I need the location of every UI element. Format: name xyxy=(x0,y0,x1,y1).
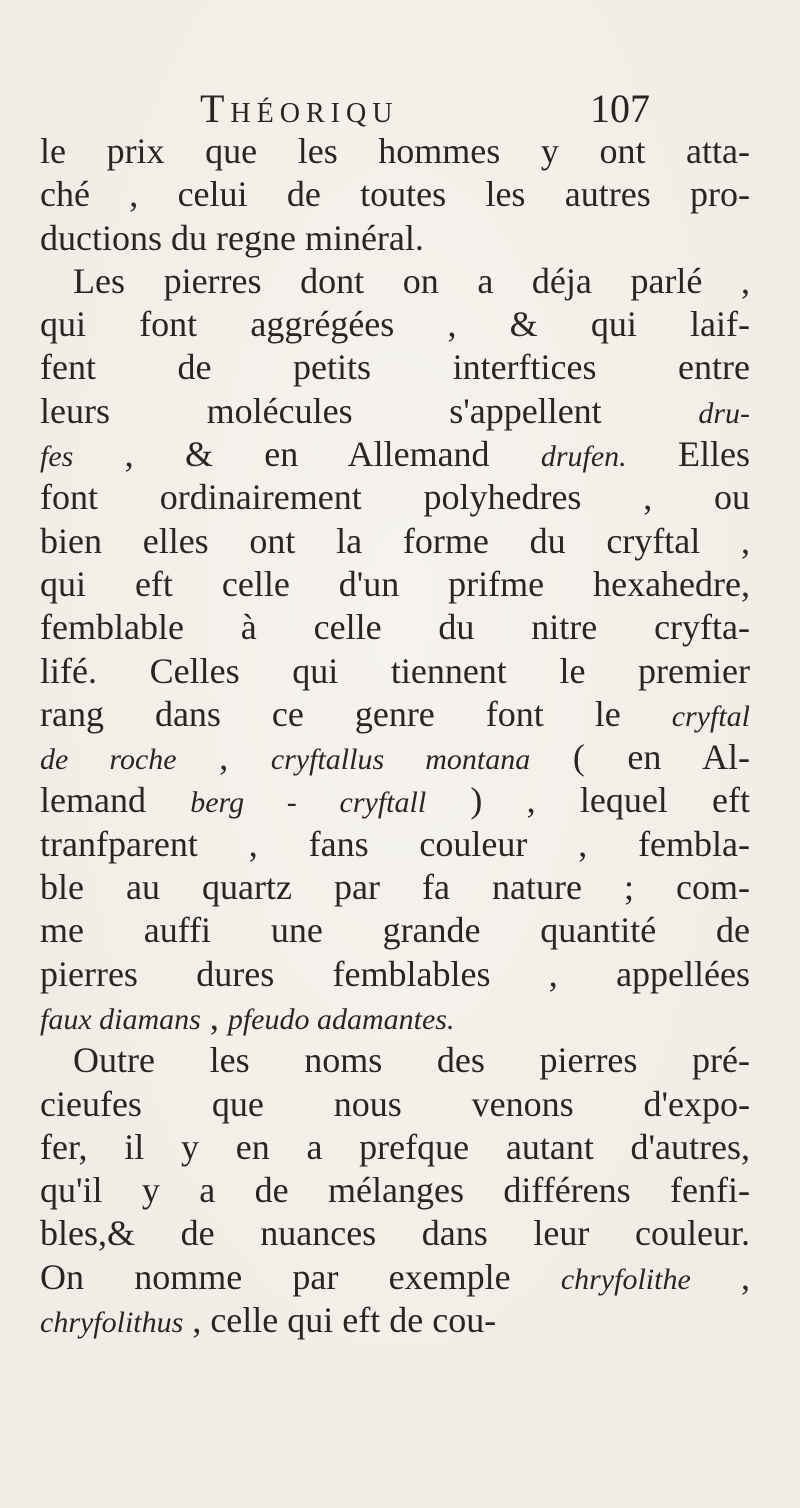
text-line xyxy=(40,909,750,952)
text-segment: me auffi une grande quantité de xyxy=(40,910,750,951)
italic-term: cryftallus montana xyxy=(270,743,531,777)
text-line xyxy=(40,563,750,606)
italic-term: dru- xyxy=(698,396,750,430)
text-segment: font ordinairement polyhedres , ou xyxy=(40,477,750,518)
italic-term: pfeudo adamantes. xyxy=(227,1002,455,1036)
italic-term: berg - cryftall xyxy=(190,786,427,820)
text-segment: , xyxy=(690,1256,751,1297)
italic-term: de roche xyxy=(40,743,177,777)
text-segment: , celle qui eft de cou- xyxy=(183,1300,497,1341)
text-line xyxy=(40,1256,750,1299)
text-segment: cieufes que nous venons d'expo- xyxy=(40,1083,750,1124)
text-line xyxy=(40,173,750,216)
text-line xyxy=(40,1169,750,1212)
italic-term: fes xyxy=(40,440,74,474)
text-line xyxy=(40,520,750,563)
running-title: Théoriqu xyxy=(200,86,399,131)
italic-term: faux diamans xyxy=(40,1002,201,1036)
text-line xyxy=(40,130,750,173)
text-segment: Elles xyxy=(626,434,750,475)
text-line xyxy=(40,433,750,476)
text-segment: lemand xyxy=(40,780,191,821)
text-segment: Outre les noms des pierres pré- xyxy=(73,1040,750,1081)
text-line xyxy=(40,346,750,389)
text-segment: ) , lequel eft xyxy=(426,780,751,821)
text-segment: qu'il y a de mélanges différens fenfi- xyxy=(40,1170,750,1211)
text-line xyxy=(40,1039,750,1082)
text-segment: fent de petits interftices entre xyxy=(40,347,750,388)
text-line xyxy=(40,217,750,260)
italic-term: drufen. xyxy=(540,440,627,474)
text-segment: qui font aggrégées , & qui laif- xyxy=(40,304,750,345)
text-line xyxy=(40,693,750,736)
running-head xyxy=(200,84,650,134)
text-segment: femblable à celle du nitre cryfta- xyxy=(40,607,750,648)
text-line xyxy=(40,953,750,996)
text-line xyxy=(40,650,750,693)
text-segment: Les pierres dont on a déja parlé , xyxy=(73,260,750,301)
text-segment: bien elles ont la forme du cryftal , xyxy=(40,520,750,561)
text-line xyxy=(40,1299,750,1342)
text-segment: pierres dures femblables , appellées xyxy=(40,953,750,994)
text-segment: ( en Al- xyxy=(530,737,750,778)
text-line xyxy=(40,606,750,649)
text-segment: On nomme par exemple xyxy=(40,1256,561,1297)
text-segment: fer, il y en a prefque autant d'autres, xyxy=(40,1126,750,1167)
text-segment: , xyxy=(176,737,271,778)
text-line xyxy=(40,390,750,433)
text-segment: ché , celui de toutes les autres pro- xyxy=(40,174,750,215)
text-segment: tranfparent , fans couleur , fembla- xyxy=(40,823,750,864)
text-segment: lifé. Celles qui tiennent le premier xyxy=(40,650,750,691)
text-line xyxy=(40,1126,750,1169)
text-segment: , xyxy=(200,996,228,1037)
text-segment: leurs molécules s'appellent xyxy=(40,390,699,431)
page-number: 107 xyxy=(590,86,650,131)
text-line xyxy=(40,779,750,822)
text-segment: , & en Allemand xyxy=(73,434,541,475)
italic-term: cryftal xyxy=(671,699,750,733)
text-line xyxy=(40,866,750,909)
text-line xyxy=(40,1083,750,1126)
text-line xyxy=(40,303,750,346)
text-segment: bles,& de nuances dans leur couleur. xyxy=(40,1213,750,1254)
text-line xyxy=(40,996,750,1039)
text-segment: rang dans ce genre font le xyxy=(40,693,672,734)
text-segment: ductions du regne minéral. xyxy=(40,217,424,258)
italic-term: chryfolithus xyxy=(40,1306,184,1340)
text-segment: qui eft celle d'un prifme hexahedre, xyxy=(40,563,750,604)
text-line xyxy=(40,1212,750,1255)
text-line xyxy=(40,260,750,303)
italic-term: chryfolithe xyxy=(560,1262,691,1296)
text-segment: le prix que les hommes y ont atta- xyxy=(40,131,750,171)
text-line xyxy=(40,736,750,779)
body-text xyxy=(40,130,750,1342)
text-line xyxy=(40,823,750,866)
text-line xyxy=(40,476,750,519)
text-segment: ble au quartz par fa nature ; com- xyxy=(40,867,750,908)
